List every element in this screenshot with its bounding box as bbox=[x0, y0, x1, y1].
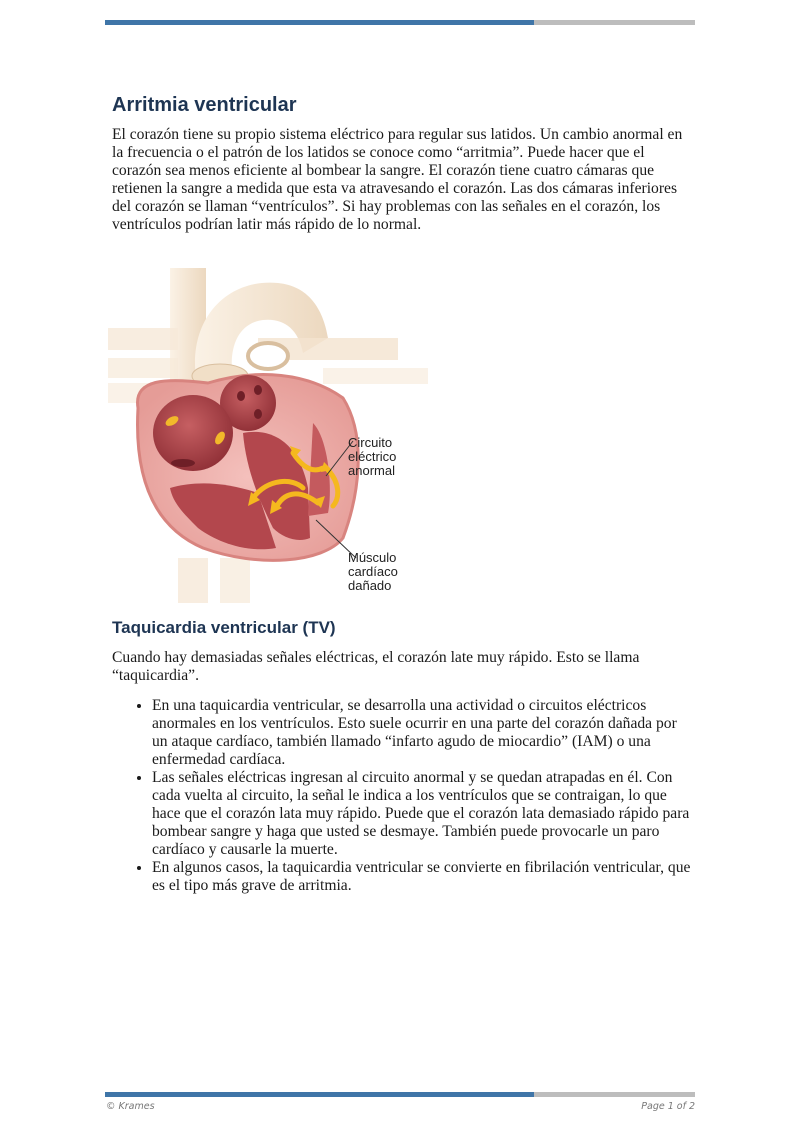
footer-bar-secondary bbox=[534, 1092, 695, 1097]
page-title: Arritmia ventricular bbox=[112, 94, 297, 116]
page-number: Page 1 of 2 bbox=[641, 1101, 695, 1112]
list-item: • En una taquicardia ventricular, se desarrolla una actividad o circuitos eléctricos anormales en los ventrículos. Esto suele ocurrir en una parte del corazón dañada por un ataque cardíaco, también llamado “infarto agudo de miocardio” (IAM) o una enfermedad cardíaca. bbox=[152, 697, 692, 769]
copyright: © Krames bbox=[106, 1101, 155, 1112]
article bbox=[112, 92, 692, 895]
intro-paragraph: El corazón tiene su propio sistema eléctrico para regular sus latidos. Un cambio anormal en la frecuencia o el patrón de los latidos se conoce como “arritmia”. Puede hacer que el corazón sea menos eficiente al bombear la sangre. El corazón tiene cuatro cámaras que retienen la sangre a medida que esta va atravesando el corazón. Las dos cámaras inferiores del corazón se llaman “ventrículos”. Si hay problemas con las señales en el corazón, los ventrículos podrían latir más rápido de lo normal. bbox=[112, 126, 683, 233]
section-intro: Cuando hay demasiadas señales eléctricas, el corazón late muy rápido. Esto se llama “taquicardia”. bbox=[112, 649, 640, 684]
bullet-list bbox=[112, 697, 692, 895]
header-bar-secondary bbox=[534, 20, 695, 25]
heart-illustration bbox=[108, 258, 428, 603]
footer-bar-primary bbox=[105, 1092, 534, 1097]
label-damaged-muscle: Músculo cardíaco dañado bbox=[348, 550, 398, 593]
header-bar-primary bbox=[105, 20, 534, 25]
list-item: • Las señales eléctricas ingresan al circuito anormal y se quedan atrapadas en él. Con cada vuelta al circuito, la señal le indica a los ventrículos que se contraigan, lo que hace que el corazón lata muy rápido. Puede que el corazón lata demasiado rápido para bombear sangre y haga que usted se desmaye. También puede provocarle un paro cardíaco y causarle la muerte. bbox=[152, 769, 692, 859]
header-bar bbox=[105, 20, 695, 25]
label-abnormal-circuit: Circuito eléctrico anormal bbox=[348, 435, 397, 478]
footer-bar bbox=[105, 1092, 695, 1097]
list-item: • En algunos casos, la taquicardia ventricular se convierte en fibrilación ventricular, que es el tipo más grave de arritmia. bbox=[152, 859, 692, 895]
section-heading: Taquicardia ventricular (TV) bbox=[112, 618, 336, 637]
